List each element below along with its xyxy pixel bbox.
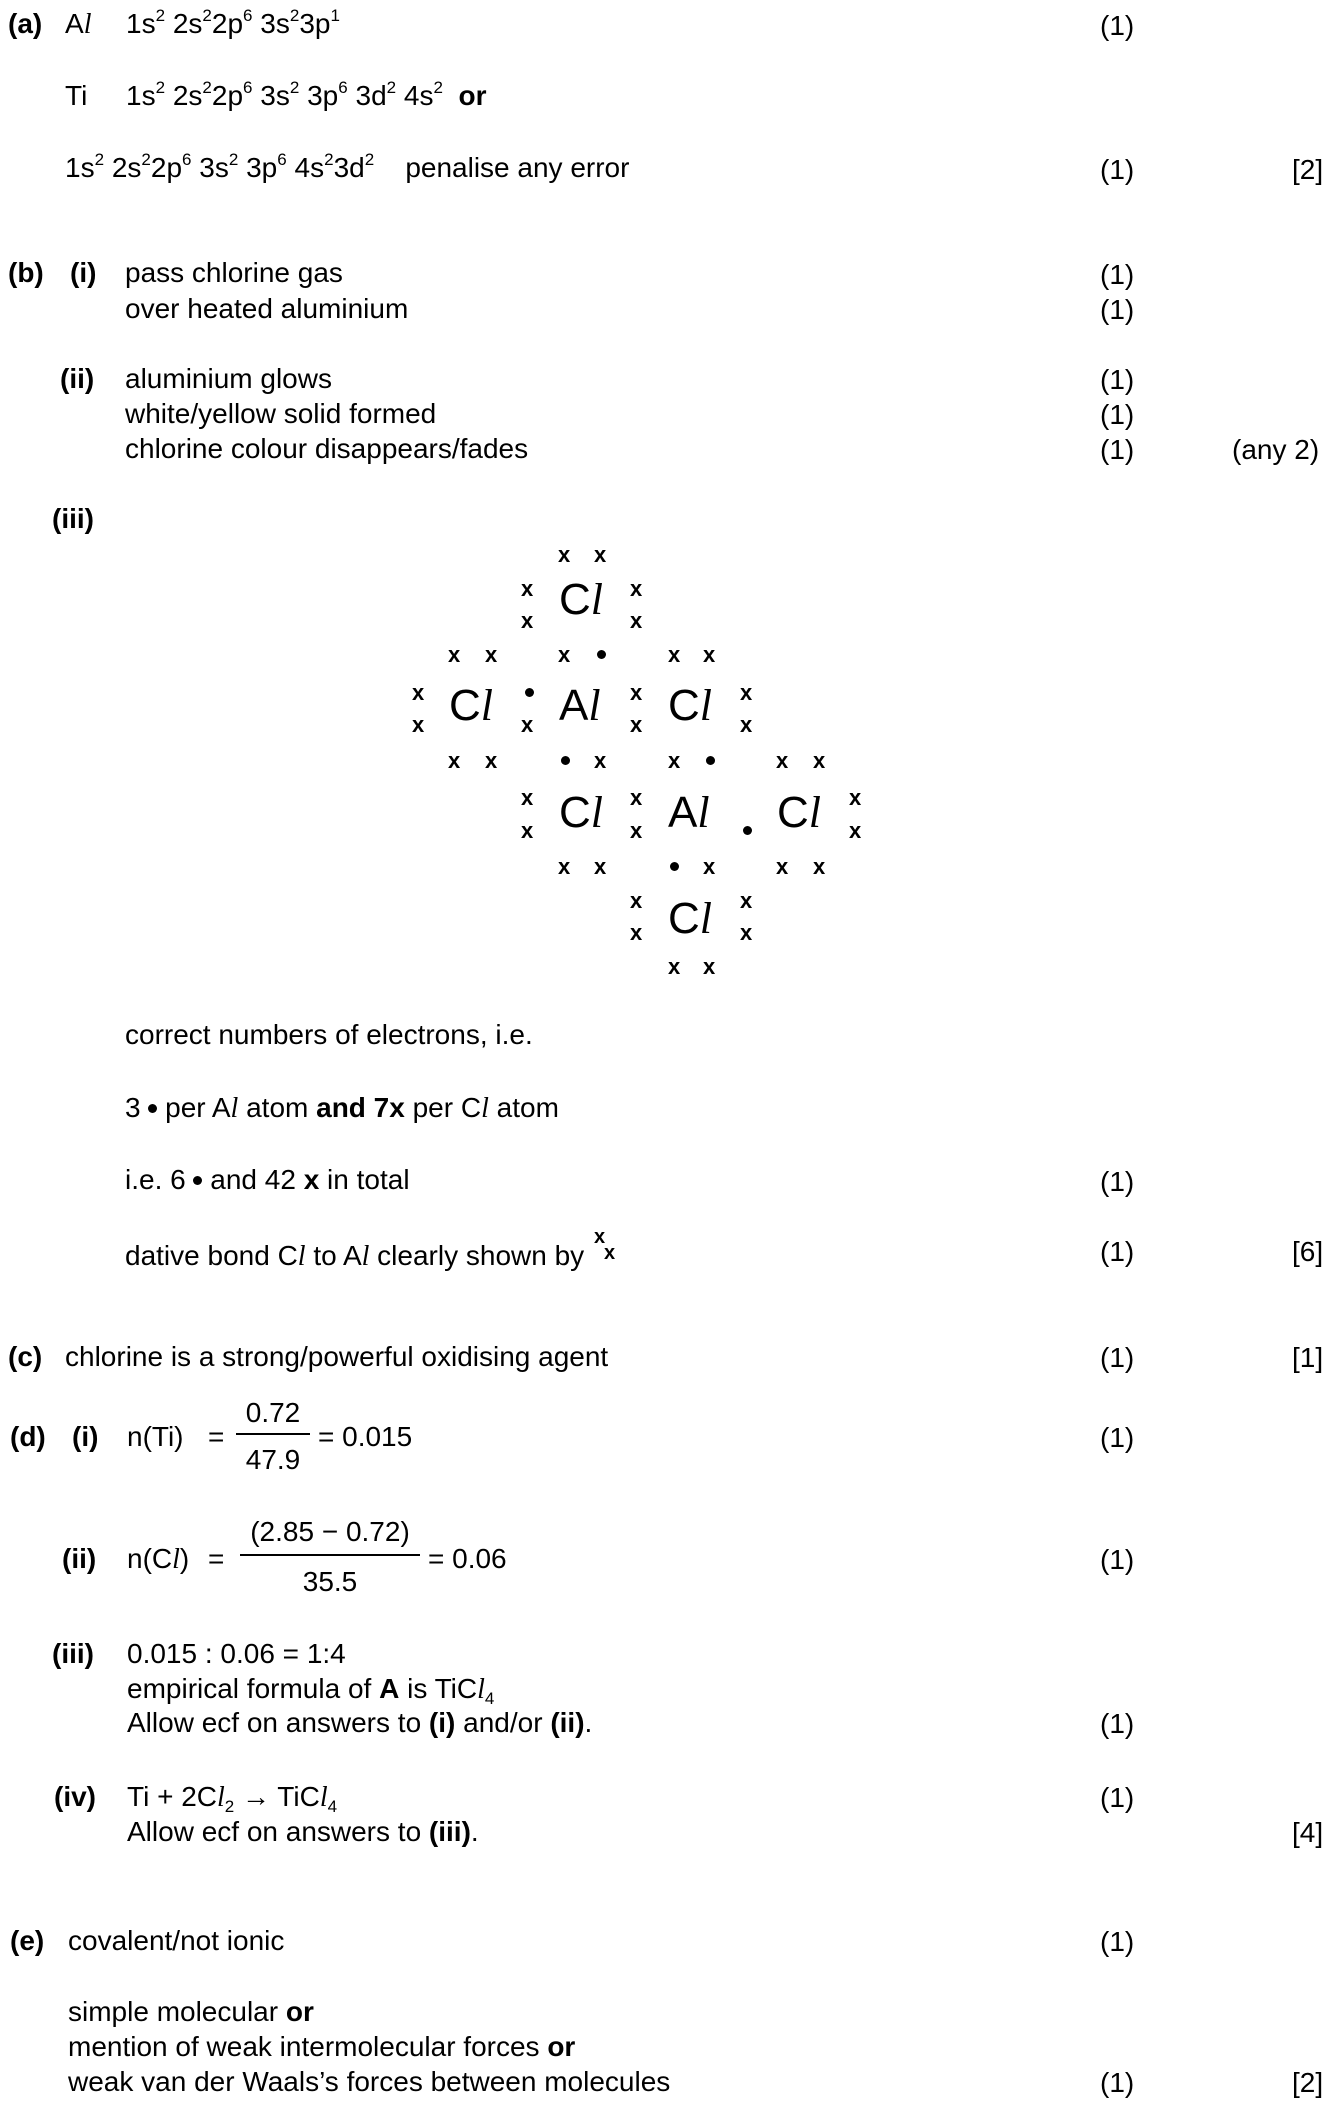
mark: (1) [1100, 2067, 1135, 2098]
electron-cross: x [558, 854, 571, 879]
electron-dot [561, 756, 570, 765]
fraction-numerator: 0.72 [245, 1397, 301, 1428]
al-configuration: $1s^2$ $2s^22p^6$ $3s^23p^1$ [126, 6, 340, 39]
mark: (1) [1100, 364, 1135, 395]
electron-cross: x [521, 608, 534, 633]
part-e-label: (e) [10, 1925, 45, 1956]
fraction-numerator: (2.85 − 0.72) [250, 1516, 410, 1547]
part-c-label: (c) [8, 1341, 43, 1372]
electron-cross: x [630, 818, 643, 843]
electron-cross: x [849, 818, 862, 843]
answer-line: weak van der Waals’s forces between molecules [68, 2066, 671, 2097]
fraction-bar [236, 1433, 310, 1435]
total-mark: [2] [1292, 154, 1324, 185]
ti-symbol: Ti [65, 80, 88, 111]
electron-cross: x [521, 576, 534, 601]
electron-cross: x [630, 785, 643, 810]
cl-atom-bottom: Cl [668, 894, 713, 943]
mark: (1) [1100, 259, 1135, 290]
answer-line: mention of weak intermolecular forces or [68, 2031, 576, 2062]
electron-cross: x [630, 888, 643, 913]
mark: (1) [1100, 1926, 1135, 1957]
total-electrons-line: i.e. 6 and 42 x in total [125, 1164, 410, 1195]
electron-cross: x [521, 712, 534, 737]
electron-cross: x [594, 854, 607, 879]
answer-line: pass chlorine gas [125, 257, 343, 288]
fraction-denominator: 35.5 [302, 1566, 358, 1597]
any-two-note: (any 2) [1232, 434, 1320, 465]
electron-cross: x [668, 642, 681, 667]
mark: (1) [1100, 434, 1135, 465]
electron-cross: x [630, 712, 643, 737]
electron-cross: x [703, 854, 716, 879]
electron-cross: x [594, 542, 607, 567]
equals-sign: = [208, 1421, 225, 1452]
electron-dot [597, 650, 606, 659]
electron-cross: x [740, 920, 753, 945]
electron-cross: x [448, 642, 461, 667]
answer-line: chlorine colour disappears/fades [125, 433, 529, 464]
electron-dot [670, 862, 679, 871]
electron-cross: x [776, 748, 789, 773]
cl-atom-right: Cl [777, 788, 822, 837]
electron-cross: x [630, 920, 643, 945]
electron-cross: x [740, 712, 753, 737]
answer-line: chlorine is a strong/powerful oxidising agent [65, 1341, 609, 1372]
electron-cross: x [813, 854, 826, 879]
moles-cl-lhs: n(Cl) [127, 1543, 190, 1575]
fraction-denominator: 47.9 [245, 1444, 301, 1475]
electron-count-line: 3 per Al atom and 7x per Cl atom [125, 1092, 559, 1124]
mark: (1) [1100, 1342, 1135, 1373]
answer-line: simple molecular or [68, 1996, 314, 2027]
electron-dot [525, 688, 534, 697]
electron-cross: x [594, 748, 607, 773]
ratio-line: 0.015 : 0.06 = 1:4 [127, 1638, 346, 1669]
equals-sign: = [208, 1543, 225, 1574]
mark: (1) [1100, 154, 1135, 185]
electron-cross: x [668, 748, 681, 773]
empirical-formula-line: empirical formula of A is TiCl$_4$ [127, 1673, 495, 1708]
electron-cross: x [558, 642, 571, 667]
electron-cross: x [776, 854, 789, 879]
electron-cross: x [813, 748, 826, 773]
electron-cross: x [703, 642, 716, 667]
electron-dot [706, 756, 715, 765]
sub-ii-label: (ii) [60, 363, 95, 394]
dative-bond-line: dative bond Cl to Al clearly shown by x x [125, 1226, 616, 1272]
al-symbol: Al [65, 8, 92, 40]
mark: (1) [1100, 294, 1135, 325]
electron-cross: x [521, 818, 534, 843]
result: = 0.015 [318, 1421, 413, 1452]
electron-cross: x [558, 542, 571, 567]
mark: (1) [1100, 1782, 1135, 1813]
total-mark: [2] [1292, 2067, 1324, 2098]
equation-line: $Ti + 2Cl_2$ → TiCl$_4$ [127, 1781, 338, 1816]
answer-line: white/yellow solid formed [125, 398, 437, 429]
result: = 0.06 [428, 1543, 507, 1574]
answer-line: over heated aluminium [125, 293, 409, 324]
electron-cross: x [703, 954, 716, 979]
mark: (1) [1100, 1166, 1135, 1197]
answer-line: covalent/not ionic [68, 1925, 285, 1956]
part-a-label: (a) [8, 8, 43, 39]
total-mark: [4] [1292, 1817, 1324, 1848]
ecf-line: Allow ecf on answers to (i) and/or (ii). [127, 1707, 593, 1738]
sub-i-label: (i) [72, 1421, 99, 1452]
electron-cross: x [412, 680, 425, 705]
fraction-bar [240, 1554, 420, 1556]
mark: (1) [1100, 1708, 1135, 1739]
mark: (1) [1100, 1544, 1135, 1575]
electron-cross: x [630, 680, 643, 705]
answer-line: correct numbers of electrons, i.e. [125, 1019, 533, 1050]
answer-line: aluminium glows [125, 363, 332, 394]
electron-cross: x [740, 680, 753, 705]
ti-configuration: $1s^2$ $2s^22p^6$ $3s^2$ $3p^6$ $3d^2$ $4s^2$ or [126, 78, 487, 111]
electron-dot [743, 826, 752, 835]
al-atom-2: Al [668, 788, 710, 837]
part-b-label: (b) [8, 257, 44, 288]
part-d-label: (d) [10, 1421, 46, 1452]
cl-atom-bridge-1: Cl [668, 681, 713, 730]
electron-cross: x [521, 785, 534, 810]
sub-iv-label: (iv) [54, 1781, 96, 1812]
sub-i-label: (i) [70, 257, 97, 288]
mark: (1) [1100, 1236, 1135, 1267]
al-atom-1: Al [559, 681, 601, 730]
ecf-line: Allow ecf on answers to (iii). [127, 1816, 479, 1847]
electron-cross: x [485, 642, 498, 667]
electron-cross: x [668, 954, 681, 979]
sub-ii-label: (ii) [62, 1543, 97, 1574]
mark: (1) [1100, 10, 1135, 41]
ti-alt-configuration: $1s^2$ $2s^22p^6$ $3s^2$ $3p^6$ $4s^23d^2$ penalise any error [65, 150, 630, 183]
cl-atom-bridge-2: Cl [559, 788, 604, 837]
total-mark: [1] [1292, 1342, 1324, 1373]
electron-cross: x [740, 888, 753, 913]
mark: (1) [1100, 1422, 1135, 1453]
electron-cross: x [849, 785, 862, 810]
electron-cross: x [630, 576, 643, 601]
sub-iii-label: (iii) [52, 1638, 94, 1669]
total-mark: [6] [1292, 1236, 1324, 1267]
moles-ti-lhs: n(Ti) [127, 1421, 184, 1452]
mark: (1) [1100, 399, 1135, 430]
electron-cross: x [630, 608, 643, 633]
electron-cross: x [448, 748, 461, 773]
electron-cross: x [485, 748, 498, 773]
cl-atom-left: Cl [449, 681, 494, 730]
electron-cross: x [412, 712, 425, 737]
cl-atom-top: Cl [559, 575, 604, 624]
sub-iii-label: (iii) [52, 503, 94, 534]
